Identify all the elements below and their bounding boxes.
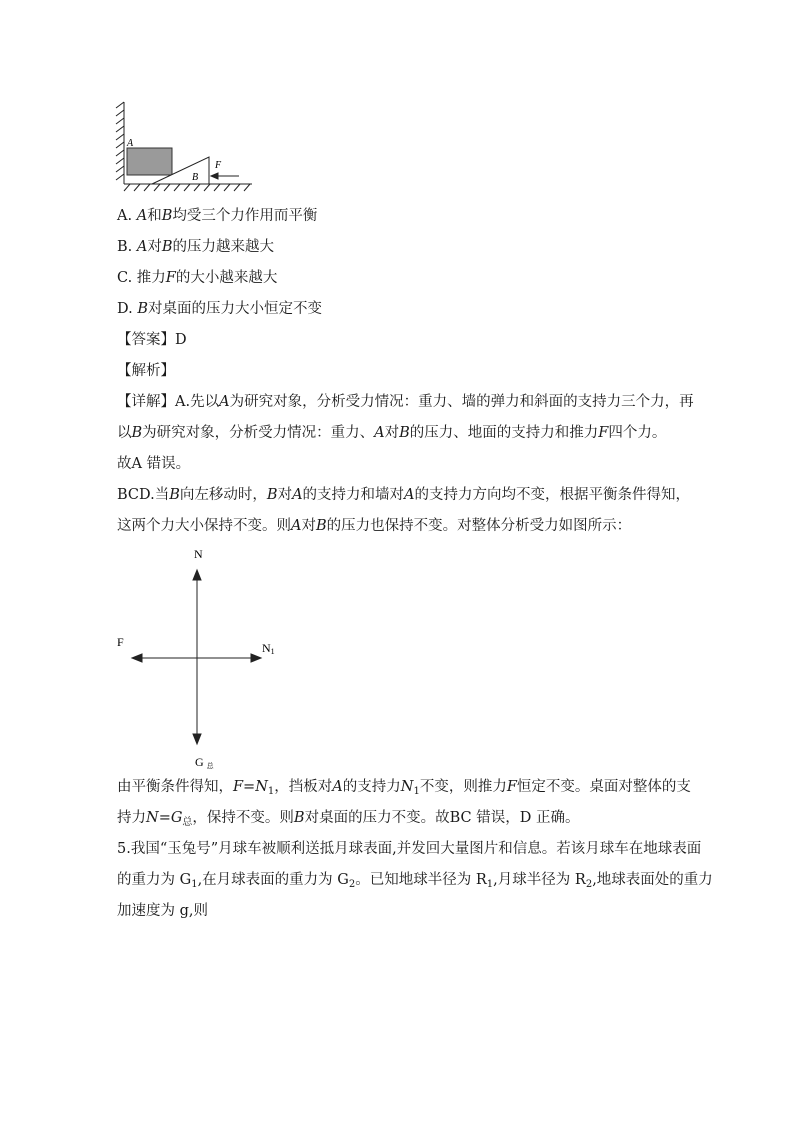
block-a (127, 148, 172, 175)
answer: 【答案】D (117, 332, 187, 348)
bcd-paragraph (117, 480, 691, 542)
question-5-line-1: 5.我国“玉兔号”月球车被顺利送抵月球表面,并发回大量图片和信息。若该月球车在地球表面 (117, 841, 702, 857)
detail-line-1: 【详解】A.先以A为研究对象，分析受力情况：重力、墙的弹力和斜面的支持力三个力，再 (117, 394, 694, 410)
option-c: C. 推力F的大小越来越大 (117, 270, 278, 286)
option-b: B. A对B的压力越来越大 (117, 239, 275, 255)
floor-hatching (124, 184, 252, 191)
label-n: N (194, 547, 203, 561)
option-d: D. B对桌面的压力大小恒定不变 (117, 301, 322, 317)
wall-hatching (116, 102, 124, 184)
detail-line-3: 故A 错误。 (117, 456, 191, 472)
label-g-total: G总 (195, 755, 214, 770)
label-f: F (215, 160, 222, 171)
label-f-force: F (117, 635, 124, 649)
label-a: A (127, 138, 134, 149)
force-f-arrow (211, 173, 239, 179)
question-5-line-2: 的重力为 $G_1$,在月球表面的重力为 $G_2$。已知地球半径为 $R_1$,月球半径为 $R_2$,地球表面处的重力 (117, 872, 713, 890)
bcd-line-2: 这两个力大小保持不变。则A对B的压力也保持不变。对整体分析受力如图所示： (117, 518, 632, 534)
question-5-line-3: 加速度为 g,则 (117, 903, 208, 919)
wedge-block-diagram (112, 98, 257, 193)
arrow-n (193, 570, 201, 658)
detail-line-2: 以B为研究对象，分析受力情况：重力、A对B的压力、地面的支持力和推力F四个力。 (117, 425, 667, 441)
label-b: B (192, 172, 199, 183)
option-a: A. A和B均受三个力作用而平衡 (117, 208, 318, 224)
arrow-f (132, 654, 197, 662)
question-5 (117, 834, 713, 927)
label-n1: N1 (262, 641, 275, 656)
detail-paragraph (117, 387, 694, 480)
conclusion-line-1: 由平衡条件得知，$F=N_1$，挡板对A的支持力$N_1$不变，则推力F恒定不变。桌面对整体的支 (117, 779, 691, 797)
arrow-g-total (193, 658, 201, 744)
arrow-n1 (197, 654, 261, 662)
conclusion-paragraph (117, 772, 691, 834)
conclusion-line-2: 持力$N=G_总$，保持不变。则B对桌面的压力不变。故BC 错误，D 正确。 (117, 810, 580, 828)
bcd-line-1: BCD.当B向左移动时，B对A的支持力和墙对A的支持力方向均不变，根据平衡条件得知， (117, 487, 691, 503)
force-diagram (112, 540, 292, 775)
analysis-title: 【解析】 (117, 363, 175, 379)
